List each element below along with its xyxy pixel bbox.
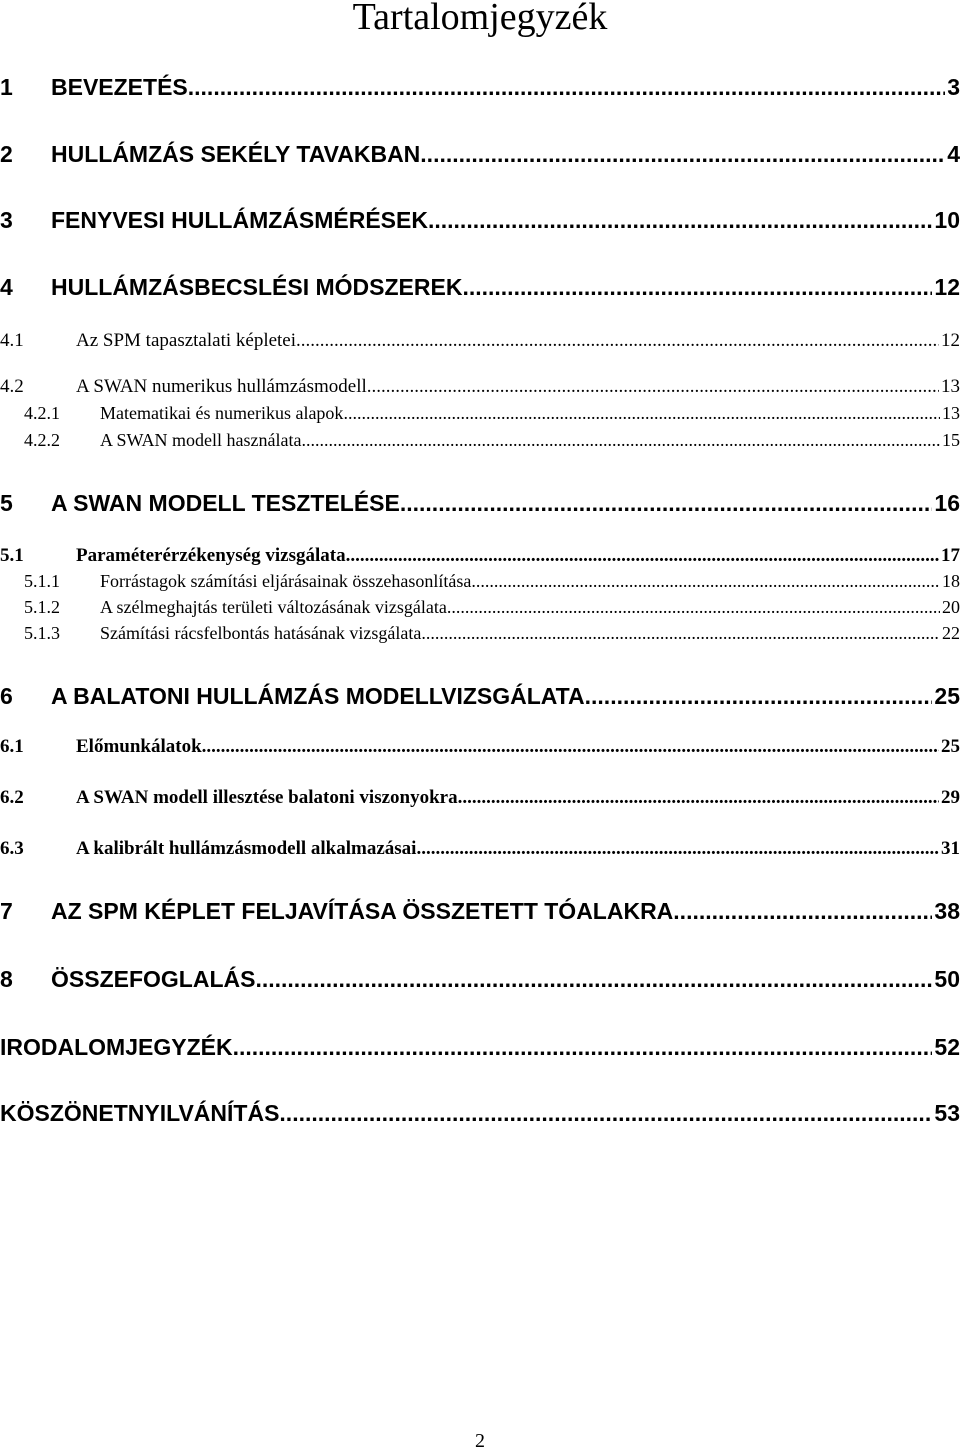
toc-leader-dots	[400, 490, 933, 517]
toc-leader-dots	[301, 430, 940, 451]
toc-entry-title: A SWAN numerikus hullámzásmodell	[76, 376, 367, 397]
toc-entry-number: 5.1.2	[24, 597, 60, 617]
toc-entry-title: A SWAN modell illesztése balatoni viszonyokra	[76, 787, 458, 808]
toc-leader-dots	[447, 597, 940, 618]
toc-entry-page: 16	[934, 490, 960, 516]
toc-leader-dots	[188, 74, 945, 101]
toc-entry-page: 52	[934, 1034, 960, 1060]
toc-leader-dots	[343, 403, 940, 424]
toc-entry-page: 50	[934, 966, 960, 992]
toc-entry-title: Forrástagok számítási eljárásainak összehasonlítása	[100, 571, 472, 591]
toc-entry-2[interactable]	[0, 141, 960, 168]
toc-entry-number: 4.1	[0, 330, 24, 351]
toc-leader-dots	[420, 141, 945, 168]
toc-entry-page: 22	[942, 623, 960, 643]
toc-entry-5[interactable]	[0, 490, 960, 517]
toc-entry-title: BEVEZETÉS	[51, 74, 188, 100]
toc-leader-dots	[585, 683, 933, 710]
toc-entry-title: ÖSSZEFOGLALÁS	[51, 966, 256, 992]
toc-entry-number: 6.2	[0, 787, 24, 808]
toc-leader-dots	[462, 274, 932, 301]
toc-entry-6-3[interactable]	[0, 838, 960, 860]
toc-entry-page: 13	[942, 403, 960, 423]
toc-leader-dots	[296, 330, 939, 352]
toc-leader-dots	[673, 898, 932, 925]
toc-entry-page: 10	[934, 207, 960, 233]
toc-leader-dots	[346, 545, 939, 567]
toc-entry-3[interactable]	[0, 207, 960, 234]
toc-entry-5-1-3[interactable]	[24, 623, 960, 644]
toc-entry-page: 3	[947, 74, 960, 100]
toc-entry-number: 2	[0, 141, 13, 167]
toc-entry-5-1-2[interactable]	[24, 597, 960, 618]
page-number: 2	[475, 1430, 485, 1452]
toc-entry-number: 6	[0, 683, 13, 709]
toc-entry-number: 1	[0, 74, 13, 100]
toc-entry-7[interactable]	[0, 898, 960, 925]
toc-leader-dots	[428, 207, 932, 234]
toc-entry-number: 6.1	[0, 736, 24, 757]
toc-entry-4-2[interactable]	[0, 376, 960, 398]
toc-entry-title: Előmunkálatok	[76, 736, 202, 757]
toc-entry-page: 25	[934, 683, 960, 709]
toc-entry-title: FENYVESI HULLÁMZÁSMÉRÉSEK	[51, 207, 428, 233]
toc-entry-6-2[interactable]	[0, 787, 960, 809]
toc-entry-title: A szélmeghajtás területi változásának vizsgálata	[100, 597, 447, 617]
toc-entry-number: 5	[0, 490, 13, 516]
toc-leader-dots	[416, 838, 939, 860]
toc-leader-dots	[367, 376, 939, 398]
toc-entry-title: A kalibrált hullámzásmodell alkalmazásai	[76, 838, 417, 859]
toc-entry-5-1-1[interactable]	[24, 571, 960, 592]
toc-entry-title: A SWAN MODELL TESZTELÉSE	[51, 490, 400, 516]
toc-entry-title: HULLÁMZÁSBECSLÉSI MÓDSZEREK	[51, 274, 463, 300]
toc-entry-page: 12	[934, 274, 960, 300]
toc-leader-dots	[421, 623, 940, 644]
toc-entry-4[interactable]	[0, 274, 960, 301]
toc-entry-number: 4	[0, 274, 13, 300]
toc-entry-title: A BALATONI HULLÁMZÁS MODELLVIZSGÁLATA	[51, 683, 585, 709]
toc-entry-page: 15	[942, 430, 960, 450]
toc-entry-6-1[interactable]	[0, 736, 960, 758]
toc-entry-number: 4.2	[0, 376, 24, 397]
toc-entry-number: 6.3	[0, 838, 24, 859]
toc-entry-title: A SWAN modell használata	[100, 430, 302, 450]
toc-entry-page: 13	[941, 376, 960, 397]
toc-entry-4-2-2[interactable]	[24, 430, 960, 451]
toc-entry-bibliography[interactable]	[0, 1034, 960, 1061]
toc-entry-number: 5.1.3	[24, 623, 60, 643]
toc-leader-dots	[255, 966, 932, 993]
toc-entry-title: Az SPM tapasztalati képletei	[76, 330, 297, 351]
toc-entry-5-1[interactable]	[0, 545, 960, 567]
toc-entry-number: 4.2.2	[24, 430, 60, 450]
toc-entry-title: Matematikai és numerikus alapok	[100, 403, 344, 423]
toc-entry-title: KÖSZÖNETNYILVÁNÍTÁS	[0, 1100, 280, 1126]
toc-entry-4-2-1[interactable]	[24, 403, 960, 424]
toc-entry-page: 31	[941, 838, 960, 859]
toc-entry-number: 5.1.1	[24, 571, 60, 591]
toc-leader-dots	[471, 571, 940, 592]
toc-leader-dots	[233, 1034, 933, 1061]
toc-entry-page: 25	[941, 736, 960, 757]
toc-entry-title: Paraméterérzékenység vizsgálata	[76, 545, 346, 566]
toc-entry-4-1[interactable]	[0, 330, 960, 352]
toc-entry-page: 17	[941, 545, 960, 566]
toc-leader-dots	[202, 736, 939, 758]
toc-leader-dots	[279, 1100, 932, 1127]
toc-entry-title: IRODALOMJEGYZÉK	[0, 1034, 233, 1060]
toc-entry-number: 4.2.1	[24, 403, 60, 423]
toc-entry-number: 8	[0, 966, 13, 992]
toc-entry-page: 53	[934, 1100, 960, 1126]
toc-leader-dots	[458, 787, 939, 809]
toc-entry-page: 18	[942, 571, 960, 591]
toc-entry-number: 3	[0, 207, 13, 233]
toc-entry-title: Számítási rácsfelbontás hatásának vizsgálata	[100, 623, 422, 643]
toc-entry-1[interactable]	[0, 74, 960, 101]
toc-entry-title: AZ SPM KÉPLET FELJAVÍTÁSA ÖSSZETETT TÓALAKRA	[51, 898, 674, 924]
toc-entry-number: 5.1	[0, 545, 24, 566]
toc-entry-page: 38	[934, 898, 960, 924]
toc-entry-title: HULLÁMZÁS SEKÉLY TAVAKBAN	[51, 141, 421, 167]
page-title: Tartalomjegyzék	[352, 0, 608, 38]
toc-entry-page: 12	[941, 330, 960, 351]
toc-entry-number: 7	[0, 898, 13, 924]
toc-entry-6[interactable]	[0, 683, 960, 710]
toc-entry-acknowledgements[interactable]	[0, 1100, 960, 1127]
toc-entry-page: 4	[947, 141, 960, 167]
toc-entry-8[interactable]	[0, 966, 960, 993]
toc-entry-page: 29	[941, 787, 960, 808]
toc-entry-page: 20	[942, 597, 960, 617]
